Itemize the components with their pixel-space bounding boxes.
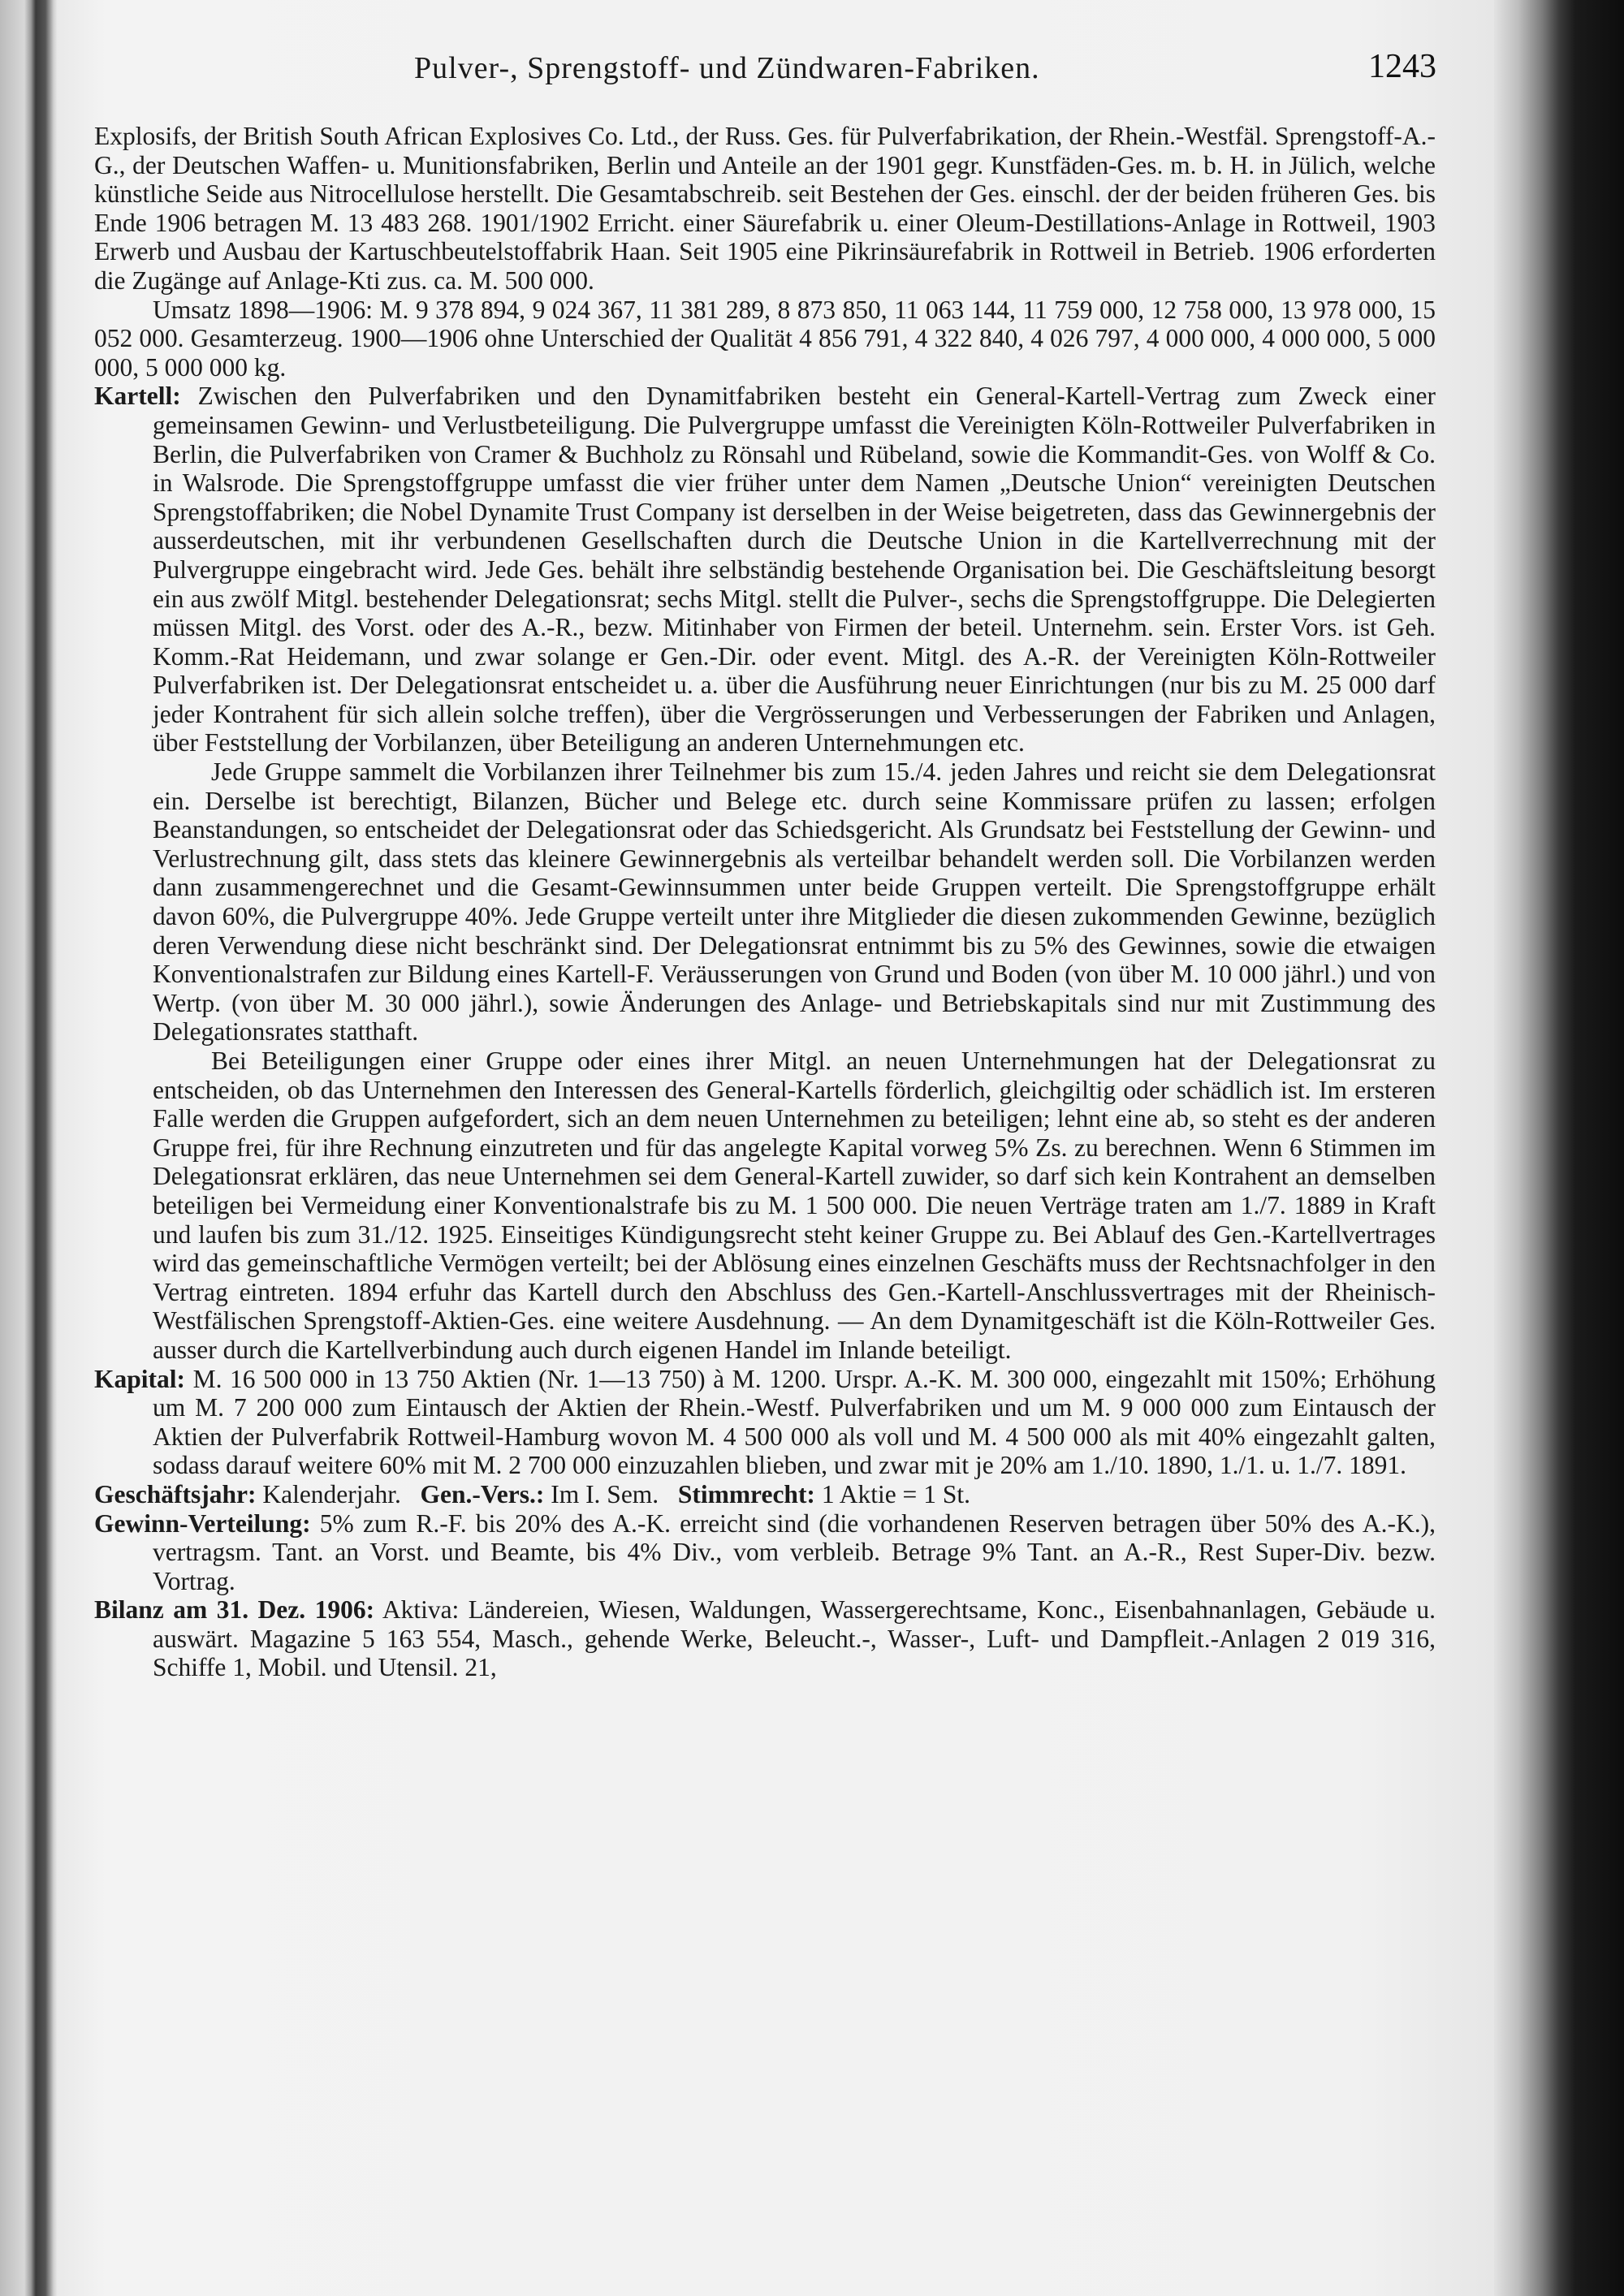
section-text-bilanz: Aktiva: Ländereien, Wiesen, Waldungen, Wassergerechtsame, Konc., Eisenbahnanlagen, Gebäude u. auswärt. Magazine 5 163 554, Masch., gehende Werke, Beleucht.-, Wasser-, Luft- und Dampfleit.-Anlagen 2 019 316, Schiffe 1, Mobil. und Utensil. 21,	[153, 1595, 1436, 1682]
page-body	[94, 122, 1436, 1682]
text-gen-vers: Im I. Sem.	[551, 1479, 659, 1508]
section-geschaeftsjahr	[94, 1480, 1436, 1509]
paragraph-beteiligungen: Bei Beteiligungen einer Gruppe oder eines ihrer Mitgl. an neuen Unternehmungen hat der Delegationsrat zu entscheiden, ob das Unternehmen den Interessen des General-Kartells förderlich, gleichgiltig oder schädlich ist. Im ersteren Falle werden die Gruppen aufgefordert, sich an dem neuen Unternehmen zu beteiligen; lehnt eine ab, so steht es der anderen Gruppe frei, für ihre Rechnung einzutreten und für das angelegte Kapital vorweg 5% Zs. zu berechnen. Wenn 6 Stimmen im Delegationsrat erklären, das neue Unternehmen sei dem General-Kartell zuwider, so darf sich kein Kontrahent an demselben beteiligen bei Vermeidung einer Konventionalstrafe bis zu M. 1 500 000. Die neuen Verträge traten am 1./7. 1889 in Kraft und laufen bis zum 31./12. 1925. Einseitiges Kündigungsrecht steht keiner Gruppe zu. Bei Ablauf des Gen.-Kartellvertrages wird das gemeinschaftliche Vermögen verteilt; bei der Ablösung eines einzelnen Geschäfts muss der Rechtsnachfolger in den Vertrag eintreten. 1894 erfuhr das Kartell durch den Abschluss des Gen.-Kartell-Anschlussvertrages mit der Rheinisch-Westfälischen Sprengstoff-Aktien-Ges. eine weitere Ausdehnung. — An dem Dynamitgeschäft ist die Köln-Rottweiler Ges. ausser durch die Kartellverbindung auch durch eigenen Handel im Inlande beteiligt.	[153, 1047, 1436, 1364]
section-label-kapital: Kapital:	[94, 1364, 186, 1393]
section-label-bilanz: Bilanz am 31. Dez. 1906:	[94, 1595, 375, 1625]
section-gewinn-verteilung	[94, 1509, 1436, 1596]
text-geschaeftsjahr: Kalenderjahr.	[262, 1479, 401, 1508]
section-text-gewinn: 5% zum R.-F. bis 20% des A.-K. erreicht sind (die vorhandenen Reserven betragen über 50% des A.-K.), vertragsm. Tant. an Vorst. und Beamte, bis 4% Div., vom verbleib. Betrage 9% Tant. an A.-R., Rest Super-Div. bezw. Vortrag.	[153, 1508, 1436, 1595]
section-bilanz	[94, 1595, 1436, 1682]
paragraph-vorbilanzen: Jede Gruppe sammelt die Vorbilanzen ihrer Teilnehmer bis zum 15./4. jeden Jahres und reicht sie dem Delegationsrat ein. Derselbe ist berechtigt, Bilanzen, Bücher und Belege etc. durch seine Kommissare prüfen zu lassen; erfolgen Beanstandungen, so entscheidet der Delegationsrat oder das Schiedsgericht. Als Grundsatz bei Feststellung der Gewinn- und Verlustrechnung gilt, dass stets das kleinere Gewinnergebnis als verteilbar behandelt werden soll. Die Vorbilanzen werden dann zusammengerechnet und die Gesamt-Gewinnsummen unter beide Gruppen verteilt. Die Sprengstoffgruppe erhält davon 60%, die Pulvergruppe 40%. Jede Gruppe verteilt unter ihre Mitglieder die diesen zukommenden Gewinne, bezüglich deren Verwendung diese nicht beschränkt sind. Der Delegationsrat entnimmt bis zu 5% des Gewinnes, sowie die etwaigen Konventionalstrafen zur Bildung eines Kartell-F. Veräusserungen von Grund und Boden (von über M. 10 000 jährl.) und von Wertp. (von über M. 30 000 jährl.), sowie Änderungen des Anlage- und Betriebskapitals sind nur mit Zustimmung des Delegationsrates statthaft.	[153, 757, 1436, 1047]
scan-binding-shadow-left	[0, 0, 57, 2296]
section-label-kartell: Kartell:	[94, 382, 181, 411]
scan-binding-shadow-right	[1494, 0, 1624, 2296]
label-gen-vers: Gen.-Vers.:	[420, 1479, 545, 1508]
section-text-kapital: M. 16 500 000 in 13 750 Aktien (Nr. 1—13 750) à M. 1200. Urspr. A.-K. M. 300 000, eingezahlt mit 150%; Erhöhung um M. 7 200 000 zum Eintausch der Aktien der Rhein.-Westf. Pulverfabriken und um M. 9 000 000 zum Eintausch der Aktien der Pulverfabrik Rottweil-Hamburg wovon M. 4 500 000 als voll und M. 4 500 000 als mit 40% eingezahlt galten, sodass darauf weitere 60% mit M. 2 700 000 einzuzahlen blieben, und zwar mit je 20% am 1./10. 1890, 1./1. u. 1./7. 1891.	[153, 1364, 1436, 1480]
section-kapital	[94, 1365, 1436, 1480]
page-number: 1243	[1368, 48, 1436, 85]
book-page	[57, 0, 1494, 2296]
section-kartell	[94, 382, 1436, 757]
label-geschaeftsjahr: Geschäftsjahr:	[94, 1479, 257, 1508]
paragraph-umsatz: Umsatz 1898—1906: M. 9 378 894, 9 024 367, 11 381 289, 8 873 850, 11 063 144, 11 759 000, 12 758 000, 13 978 000, 15 052 000. Gesamterzeug. 1900—1906 ohne Unterschied der Qualität 4 856 791, 4 322 840, 4 026 797, 4 000 000, 4 000 000, 5 000 000, 5 000 000 kg.	[94, 295, 1436, 382]
section-label-gewinn: Gewinn-Verteilung:	[94, 1508, 311, 1538]
section-text-kartell: Zwischen den Pulverfabriken und den Dynamitfabriken besteht ein General-Kartell-Vertrag zum Zweck einer gemeinsamen Gewinn- und Verlustbeteiligung. Die Pulvergruppe umfasst die Vereinigten Köln-Rottweiler Pulverfabriken in Berlin, die Pulverfabriken von Cramer & Buchholz zu Rönsahl und Rübeland, sowie die Kommandit-Ges. von Wolff & Co. in Walsrode. Die Sprengstoffgruppe umfasst die vier früher unter dem Namen „Deutsche Union“ vereinigten Deutschen Sprengstoffabriken; die Nobel Dynamite Trust Company ist derselben in der Weise beigetreten, dass das Gewinnergebnis der ausserdeutschen, mit ihr verbundenen Gesellschaften durch die Deutsche Union in die Kartellverrechnung mit der Pulvergruppe eingebracht wird. Jede Ges. behält ihre selbständig bestehende Organisation bei. Die Geschäftsleitung besorgt ein aus zwölf Mitgl. bestehender Delegationsrat; sechs Mitgl. stellt die Pulver-, sechs die Sprengstoffgruppe. Die Delegierten müssen Mitgl. des Vorst. oder des A.-R., bezw. Mitinhaber von Firmen der beteil. Unternehm. sein. Erster Vors. ist Geh. Komm.-Rat Heidemann, und zwar solange er Gen.-Dir. oder event. Mitgl. des A.-R. der Vereinigten Köln-Rottweiler Pulverfabriken ist. Der Delegationsrat entscheidet u. a. über die Ausführung neuer Einrichtungen (nur bis zu M. 25 000 darf jeder Kontrahent für sich allein solche treffen), über die Vergrösserungen und Verbesserungen der Fabriken und Anlagen, über Feststellung der Vorbilanzen, über Beteiligung an anderen Unternehmungen etc.	[153, 382, 1436, 757]
text-stimmrecht: 1 Aktie = 1 St.	[821, 1479, 970, 1508]
paragraph-company-history: Explosifs, der British South African Explosives Co. Ltd., der Russ. Ges. für Pulverfabrikation, der Rhein.-Westfäl. Sprengstoff-A.-G., der Deutschen Waffen- u. Munitionsfabriken, Berlin und Anteile an der 1901 gegr. Kunstfäden-Ges. m. b. H. in Jülich, welche künstliche Seide aus Nitrocellulose herstellt. Die Gesamtabschreib. seit Bestehen der Ges. einschl. der der beiden früheren Ges. bis Ende 1906 betragen M. 13 483 268. 1901/1902 Erricht. einer Säurefabrik u. einer Oleum-Destillations-Anlage in Rottweil, 1903 Erwerb und Ausbau der Kartuschbeutelstoffabrik Haan. Seit 1905 eine Pikrinsäurefabrik in Rottweil in Betrieb. 1906 erforderten die Zugänge auf Anlage-Kti zus. ca. M. 500 000.	[94, 122, 1436, 295]
label-stimmrecht: Stimmrecht:	[677, 1479, 815, 1508]
running-title: Pulver-, Sprengstoff- und Zündwaren-Fabriken.	[414, 51, 1040, 85]
